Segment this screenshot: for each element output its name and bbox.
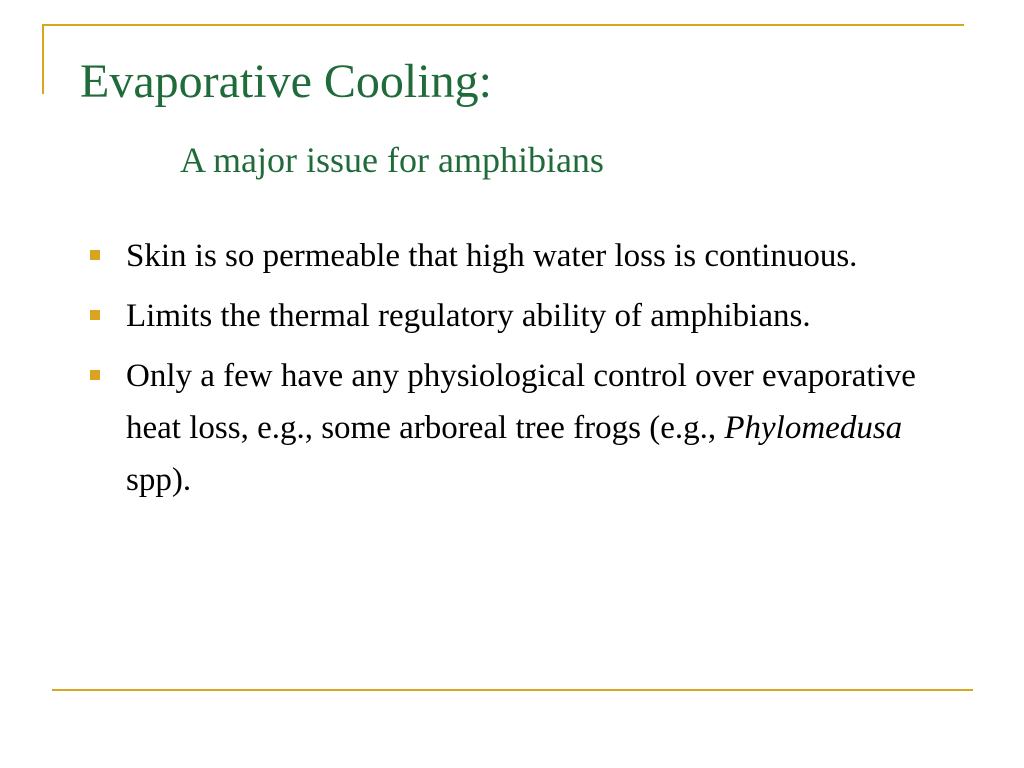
bullet-text: [126, 350, 916, 506]
decorative-left-line: [42, 24, 44, 94]
decorative-bottom-line: [52, 689, 973, 691]
bullet-item: [0, 230, 1024, 282]
square-bullet-icon: [90, 250, 100, 260]
bullet-text-start: Only a few have any physiological control over evaporative heat loss, e.g., some arboreal tree frogs (e.g.,: [126, 358, 916, 446]
decorative-top-line: [42, 24, 964, 26]
square-bullet-icon: [90, 310, 100, 320]
square-bullet-icon: [90, 370, 100, 380]
slide-title: Evaporative Cooling:: [80, 55, 492, 108]
bullet-list: [0, 230, 1024, 514]
bullet-text-end: spp).: [126, 462, 192, 498]
genus-name-italic: Phylomedusa: [724, 410, 903, 446]
bullet-text: Skin is so permeable that high water loss is continuous.: [126, 238, 858, 274]
slide-subtitle: A major issue for amphibians: [180, 140, 604, 180]
bullet-text: Limits the thermal regulatory ability of amphibians.: [126, 298, 811, 334]
bullet-item: [0, 350, 1024, 506]
bullet-item: [0, 290, 1024, 342]
